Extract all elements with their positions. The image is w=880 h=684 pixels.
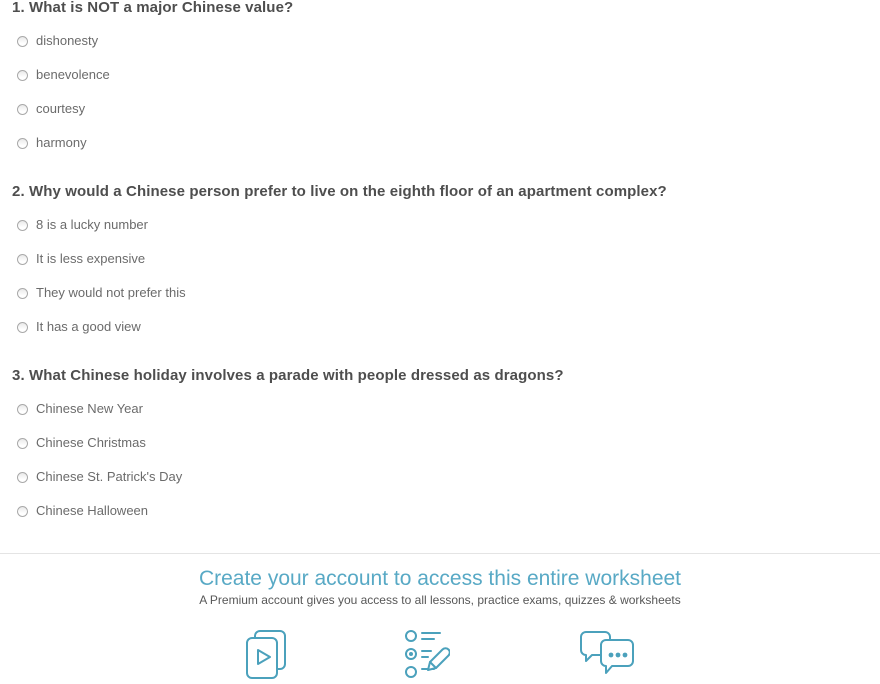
answer-option[interactable] [12, 276, 868, 310]
radio-button-icon[interactable] [17, 138, 28, 149]
answer-options [12, 24, 868, 160]
question-title: 3. What Chinese holiday involves a parade with people dressed as dragons? [12, 367, 564, 384]
answer-option[interactable] [12, 92, 868, 126]
answer-option[interactable] [12, 494, 868, 528]
option-label: They would not prefer this [36, 285, 186, 300]
answer-option[interactable] [12, 126, 868, 160]
option-label: dishonesty [36, 33, 99, 48]
radio-button-icon[interactable] [17, 70, 28, 81]
answer-option[interactable] [12, 24, 868, 58]
option-label: It has a good view [36, 319, 141, 334]
radio-button-icon[interactable] [17, 506, 28, 517]
option-label: Chinese Christmas [36, 435, 146, 450]
radio-button-icon[interactable] [17, 36, 28, 47]
practice-quiz-icon [404, 628, 450, 684]
option-label: 8 is a lucky number [36, 217, 148, 232]
option-label: Chinese Halloween [36, 503, 149, 518]
radio-button-icon[interactable] [17, 322, 28, 333]
radio-button-icon[interactable] [17, 438, 28, 449]
question-1 [12, 0, 868, 160]
option-label: courtesy [36, 101, 86, 116]
radio-button-icon[interactable] [17, 404, 28, 415]
answer-option[interactable] [12, 460, 868, 494]
option-label: Chinese St. Patrick's Day [36, 469, 183, 484]
option-label: Chinese New Year [36, 401, 143, 416]
option-label: benevolence [36, 67, 110, 82]
radio-button-icon[interactable] [17, 220, 28, 231]
cta-title: Create your account to access this entire worksheet [198, 567, 682, 590]
question-2 [12, 184, 868, 344]
cta-subtitle: A Premium account gives you access to all lessons, practice exams, quizzes & worksheets [199, 593, 681, 607]
video-lessons-icon [243, 628, 290, 682]
answer-options [12, 208, 868, 344]
question-3 [12, 368, 868, 528]
option-label: harmony [36, 135, 87, 150]
question-title: 2. Why would a Chinese person prefer to live on the eighth floor of an apartment complex? [12, 183, 667, 200]
answer-option[interactable] [12, 392, 868, 426]
chat-messages-icon [577, 628, 637, 684]
answer-option[interactable] [12, 310, 868, 344]
option-label: It is less expensive [36, 251, 146, 266]
answer-option[interactable] [12, 242, 868, 276]
answer-option[interactable] [12, 58, 868, 92]
radio-button-icon[interactable] [17, 254, 28, 265]
radio-button-icon[interactable] [17, 104, 28, 115]
answer-options [12, 392, 868, 528]
cta-feature-icons [0, 628, 880, 684]
radio-button-icon[interactable] [17, 472, 28, 483]
signup-cta [0, 553, 880, 684]
answer-option[interactable] [12, 208, 868, 242]
answer-option[interactable] [12, 426, 868, 460]
radio-button-icon[interactable] [17, 288, 28, 299]
question-title: 1. What is NOT a major Chinese value? [12, 0, 294, 16]
